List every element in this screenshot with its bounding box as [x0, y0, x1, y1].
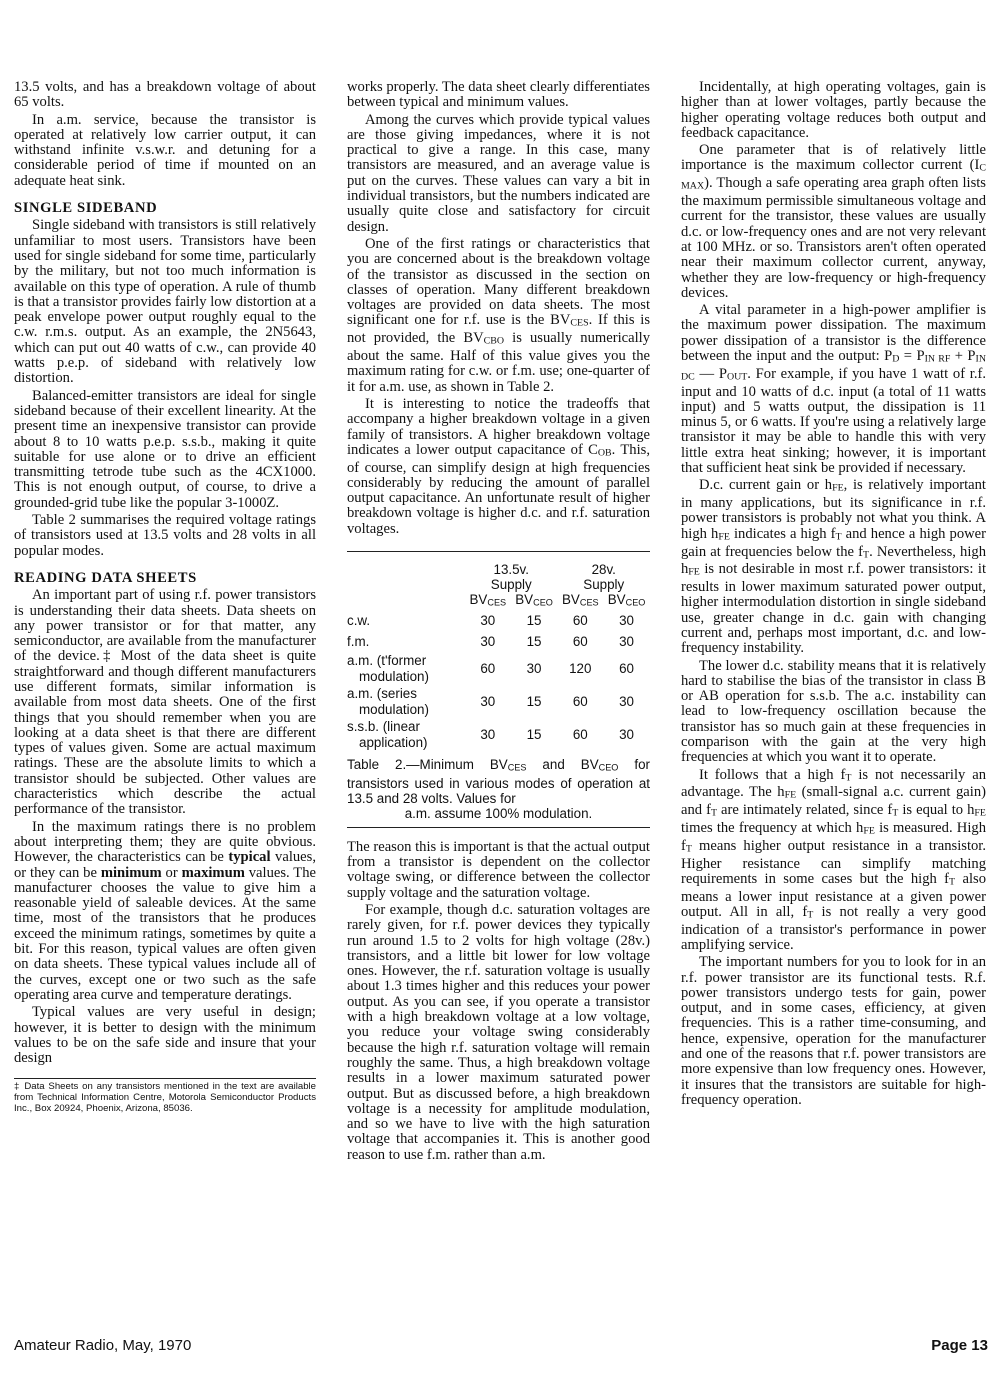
text-run: In the maximum ratings there is no problem about interpreting them; they are quite obvious. However, the characteristics can be — [14, 818, 316, 866]
cell: 60 — [572, 634, 588, 650]
text-run: values, or they can be — [14, 849, 316, 881]
emphasis-maximum: maximum — [181, 864, 245, 881]
section-heading-single-sideband: SINGLE SIDEBAND — [14, 200, 158, 217]
footnote: ‡ Data Sheets on any transistors mentioned in the text are available from Technical Information Centre, Motorola Semiconductor Products Inc., Box 20924, Phoenix, Arizona, 85036. — [14, 1078, 316, 1114]
text-run: or — [165, 864, 178, 881]
paragraph: For example, though d.c. saturation voltages are rarely given, for r.f. power devices they typically run around 1.5 to 2 volts for high voltage (28v.) transistors, and a little bit lower for low voltage ones. However, the r.f. saturation voltage is usually about 1.3 times higher and this reduces your power output. As you can see, if you operate a transistor with a high breakdown voltage at a low voltage, you reduce your voltage swing considerably because the high r.f. saturation voltage will remain roughly the same. Thus, a high breakdown voltage results in a lower maximum saturated power output. But as discussed before, a high breakdown voltage is a necessity for amplitude modulation, and so we have to live with the high saturation voltage that accompanies it. This is another good reason to use f.m. rather than a.m. — [347, 901, 650, 1163]
cell: 60 — [619, 661, 634, 677]
cell: 30 — [619, 634, 634, 650]
paragraph: In a.m. service, because the transistor is operated at relatively low carrier output, it can withstand infinite v.s.w.r. and detuning for a considerable period of time if mounted on an adequate heat sink. — [14, 111, 316, 189]
cell: 30 — [619, 613, 634, 629]
table-caption: Table 2.—Minimum BVCES and BVCEO for transistors used in various modes of operation at 13.5 and 28 volts. Values for a.m. assume 100% modulation. — [347, 757, 650, 827]
subscript: OB — [597, 447, 612, 459]
cell: 60 — [572, 694, 588, 710]
paragraph — [347, 237, 650, 395]
column-2 — [347, 80, 650, 1165]
emphasis-minimum: minimum — [100, 864, 162, 881]
text-run: One of the first ratings or characteristics that you are concerned about is the breakdown voltage of the transistor as discussed in the section on classes of operation. Many different breakdown voltages are provided on data sheets. The most significant one for r.f. use is the BV — [347, 235, 650, 329]
paragraph: D.c. current gain or hFE, is relatively important in many applications, but its significance in r.f. power transistors is probably not what you think. A high hFE indicates a high fT and hence a high power gain at frequencies below the fT. Nevertheless, high hFE is not desirable in most r.f. power transistors: it results in lower maximum saturated power output, higher intermodulation distortion in single sideband use, greater change in d.c. gain with changing current and, perhaps most important, d.c. and low-frequency instability. — [681, 477, 986, 657]
row-label: a.m. (series modulation) — [347, 686, 429, 717]
subscript: CBO — [483, 335, 505, 347]
section-heading-reading-data-sheets: READING DATA SHEETS — [14, 569, 197, 586]
paragraph: Single sideband with transistors is still relatively unfamiliar to most users. Transistors have been used for single sideband for some time, particularly by the military, but not too much information is available on this type of operation. A rule of thumb is that a transistor provides fairly low distortion at a peak envelope power output roughly equal to the c.w. r.m.s. output. As an example, the 2N5643, which can put out 40 watts of c.w., can provide 40 watts p.e.p. of sideband with relatively low distortion. — [14, 217, 316, 387]
paragraph: Table 2 summarises the required voltage ratings of transistors used at 13.5 volts and 28 volts in all popular modes. — [14, 512, 316, 559]
cell: 15 — [526, 694, 542, 710]
paragraph: Incidentally, at high operating voltages, gain is higher than at lower voltages, partly because the higher operating voltage reduces both output and feedback capacitance. — [681, 79, 986, 141]
page-number: Page 13 — [931, 1337, 988, 1354]
cell: 60 — [572, 727, 588, 743]
column-1 — [14, 80, 316, 1114]
header-bvceo: BVCEO — [515, 592, 553, 608]
cell: 15 — [526, 727, 542, 743]
paragraph: The important numbers for you to look for in an r.f. power transistor are its functional tests. R.f. power transistors undergo tests for gain, power output, and in some cases, efficiency, at given frequencies. This is a rather time-consuming, and hence, expensive, operation for the manufacturer and one of the reasons that r.f. power transistors are more expensive than low frequency ones. However, it insures that the transistors are suitable for high-frequency operation. — [681, 954, 986, 1108]
row-label: f.m. — [347, 634, 370, 650]
cell: 60 — [480, 661, 496, 677]
header-28v: 28v. — [591, 562, 616, 578]
cell: 30 — [480, 694, 496, 710]
text-run: is usually numerically about the same. Half of this value gives you the maximum rating for c.w. or f.m. use; one-quarter of it for a.m. use, as shown in Table 2. — [347, 330, 650, 395]
paragraph: 13.5 volts, and has a breakdown voltage of about 65 volts. — [14, 79, 316, 111]
cell: 30 — [619, 727, 634, 743]
text-run: It is interesting to notice the tradeoffs that accompany a higher breakdown voltage in a given family of transistors. A higher breakdown voltage indicates a lower output capacitance of C — [347, 395, 650, 458]
cell: 15 — [526, 634, 542, 650]
text-run: values. The manufacturer chooses the value to give him a reasonable yield of saleable devices. At the same time, most of the transistors that he produces exceed the minimum ratings, sometimes by quite a bit. For this reason, typical values are often given on data sheets. These typical values include all of the curves, except one or two such as the safe operating area curve and temperature deratings. — [14, 864, 316, 1003]
paragraph: Typical values are very useful in design; however, it is better to design with the minimum values to be on the safe side and insure that your design — [14, 1004, 316, 1067]
paragraph: It follows that a high fT is not necessarily an advantage. The hFE (small-signal a.c. current gain) and fT are intimately related, since fT is equal to hFE times the frequency at which hFE is measured. High fT means higher output resistance in a transistor. Higher resistance can simplify matching requirements in some cases but the high fT also means a lower input resistance at a given power output. All in all, fT is not really a very good indication of a transistor's performance in power amplifying service. — [681, 766, 986, 953]
row-label: a.m. (t'former modulation) — [347, 653, 429, 684]
table-row — [347, 718, 650, 751]
magazine-footer: Amateur Radio, May, 1970 — [14, 1337, 192, 1354]
header-bvceo: BVCEO — [607, 592, 646, 608]
text-run: . This, of course, can simplify design at high frequencies considerably by reducing the amount of parallel output capacitance. An unfortunate result of higher breakdown voltage is higher d.c. and r.f. saturation voltages. — [347, 441, 650, 537]
paragraph — [14, 820, 316, 1004]
table-row — [347, 685, 650, 718]
row-label: s.s.b. (linear application) — [347, 719, 428, 750]
paragraph: One parameter that is of relatively little importance is the maximum collector current (IC MAX). Though a safe operating area graph often lists the maximum permissible simultaneous voltage and current for the transistor, these values are usually d.c. or low-frequency ones and are not very relevant at 100 MHz. or so. Transistors aren't often operated near their maximum collector current, anyway, whether they are low-frequency or high-frequency devices. — [681, 142, 986, 301]
column-3 — [681, 80, 986, 1110]
row-label: c.w. — [347, 613, 371, 629]
table-row — [347, 631, 650, 652]
header-supply: Supply — [583, 577, 625, 593]
emphasis-typical: typical — [228, 849, 271, 866]
paragraph: Balanced-emitter transistors are ideal for single sideband because of their excellent linearity. At the present time an inexpensive transistor can provide about 8 to 10 watts p.e.p. s.s.b., making it quite suitable for use alone or to drive an efficient transmitting tetrode tube such as the 4CX1000. This is not enough output, of course, to drive a grounded-grid tube like the popular 3-1000Z. — [14, 387, 316, 511]
header-13-5v: 13.5v. — [493, 562, 529, 578]
paragraph: Among the curves which provide typical values are those giving impedances, where it is not practical to give a range. In this case, many transistors are measured, and an average value is put on the curves. These values can vary a bit in individual transistors, but the numbers indicated are usually quite close and satisfactory for circuit design. — [347, 111, 650, 235]
table-row — [347, 610, 650, 631]
cell: 30 — [619, 694, 634, 710]
header-supply: Supply — [490, 577, 532, 593]
cell: 120 — [569, 661, 592, 677]
table-2 — [347, 551, 650, 751]
subscript: CES — [570, 317, 589, 329]
table-row — [347, 652, 650, 685]
paragraph: works properly. The data sheet clearly differentiates between typical and minimum values. — [347, 79, 650, 111]
paragraph: The reason this is important is that the actual output from a transistor is dependent on the collector voltage swing, or difference between the collector supply voltage and the saturation voltage. — [347, 838, 650, 901]
header-bvces: BVCES — [561, 592, 599, 608]
paragraph — [347, 397, 650, 537]
paragraph: A vital parameter in a high-power amplifier is the maximum power dissipation. The maximum power dissipation of a transistor is the difference between the input and the output: PD = PIN RF + PIN DC — POUT. For example, if you have 1 watt of r.f. input and 10 watts of d.c. input (a total of 11 watts input) and 5 watts output, the dissipation is 11 minus 5, or 6 watts. If you're using a relatively large transistor it may be able to handle this with very little extra heat sinking; however, it is important that sufficient heat sink be provided if necessary. — [681, 302, 986, 477]
header-bvces: BVCES — [469, 592, 507, 608]
text-run: . If this is not provided, the BV — [347, 312, 650, 347]
cell: 30 — [480, 634, 496, 650]
cell: 60 — [572, 613, 588, 629]
paragraph: An important part of using r.f. power transistors is understanding their data sheets. Data sheets on any power transistor or for that matter, any semiconductor, are available from the manufacturer of the device.‡ Most of the data sheet is quite straightforward and though different manufacturers use different formats, similar information is available from most data sheets. One of the first things that you should remember when you are looking at a data sheet is that there are different types of values given. Some are actual maximum ratings. These are the absolute limits to which a transistor should be subjected. Other values are characteristics which describe the actual performance of the transistor. — [14, 587, 316, 818]
cell: 15 — [526, 613, 542, 629]
cell: 30 — [480, 613, 496, 629]
paragraph: The lower d.c. stability means that it is relatively hard to stabilise the bias of the transistor in class B or AB operation for s.s.b. The a.c. instability can lead to low-frequency oscillation because the transistor has so much gain at these frequencies in comparison with the gain at the very high frequencies at which you want it to operate. — [681, 657, 986, 766]
cell: 30 — [480, 727, 496, 743]
cell: 30 — [526, 661, 542, 677]
